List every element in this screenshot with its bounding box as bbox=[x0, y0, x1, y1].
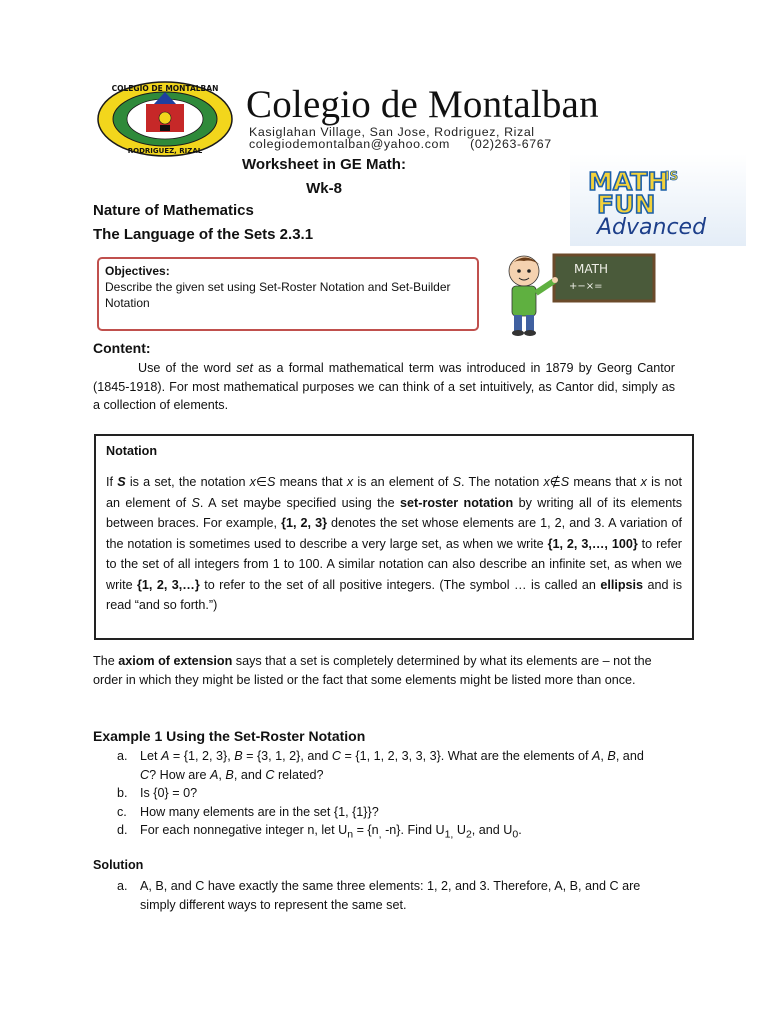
intro-paragraph: Use of the word set as a formal mathematical term was introduced in 1879 by Georg Cantor (1845-1918). For most mathematical purposes we can think of a set intuitively, as Cantor did, simply as a collection of elements. bbox=[93, 361, 675, 412]
objectives-title: Objectives: bbox=[105, 264, 170, 278]
objectives-text: Describe the given set using Set-Roster Notation and Set-Builder Notation bbox=[105, 280, 451, 310]
svg-text:MATH: MATH bbox=[574, 262, 608, 276]
svg-text:IS: IS bbox=[665, 169, 679, 183]
list-item: c. How many elements are in the set {1, {1}}? bbox=[117, 804, 379, 819]
solution-list bbox=[93, 877, 678, 914]
list-item: b. Is {0} = 0? bbox=[117, 786, 198, 800]
solution-heading: Solution bbox=[93, 858, 144, 872]
svg-text:+−×=: +−×= bbox=[569, 281, 603, 292]
svg-text:COLEGIO DE MONTALBAN: COLEGIO DE MONTALBAN bbox=[111, 84, 219, 93]
worksheet-week: Wk-8 bbox=[306, 180, 342, 197]
school-contact: colegiodemontalban@yahoo.com (02)263-6767 bbox=[249, 137, 552, 151]
school-name: Colegio de Montalban bbox=[246, 83, 599, 126]
list-item: a. Let A = {1, 2, 3}, B = {3, 1, 2}, and C = {1, 1, 2, 3, 3, 3}. What are the elements of A, B, and C? How are A, B, and C related? bbox=[117, 749, 644, 782]
svg-text:Advanced: Advanced bbox=[597, 215, 707, 240]
lesson-heading: The Language of the Sets 2.3.1 bbox=[93, 226, 314, 243]
example-list bbox=[93, 747, 678, 844]
objectives-box bbox=[97, 257, 479, 331]
content-heading: Content: bbox=[93, 340, 151, 356]
topic-heading: Nature of Mathematics bbox=[93, 202, 254, 219]
math-is-fun-badge bbox=[570, 154, 746, 246]
boy-chalkboard-illustration bbox=[484, 251, 662, 337]
example-heading: Example 1 Using the Set-Roster Notation bbox=[93, 728, 366, 744]
axiom-paragraph: The axiom of extension says that a set is completely determined by what its elements are – not the order in which they might be listed or the fact that some elements might be listed more than once. bbox=[93, 654, 652, 687]
notation-box bbox=[94, 434, 694, 640]
worksheet-title: Worksheet in GE Math: bbox=[242, 156, 406, 173]
list-item: d. For each nonnegative integer n, let $U_n = \{n_,$ -n}. Find $U_{1,}$ $U_2$, and $U_0$. bbox=[117, 823, 522, 841]
school-address: Kasiglahan Village, San Jose, Rodriguez, Rizal bbox=[249, 125, 535, 139]
svg-text:RODRIGUEZ, RIZAL: RODRIGUEZ, RIZAL bbox=[127, 147, 203, 155]
list-item: a. A, B, and C have exactly the same three elements: 1, 2, and 3. Therefore, A, B, and C are simply different ways to represent the same set. bbox=[117, 879, 641, 912]
svg-text:MATH: MATH bbox=[588, 167, 669, 196]
notation-heading: Notation bbox=[106, 444, 158, 458]
notation-text: If S is a set, the notation x∈S means that x is an element of S. The notation x∉S means that x is not an element of S. A set maybe specified using the set-roster notation by writing all of its elements between braces. For example, {1, 2, 3} denotes the set whose elements are 1, 2, and 3. A variation of the notation is sometimes used to describe a very large set, as when we write {1, 2, 3,…, 100} to refer to the set of all integers from 1 to 100. A similar notation can also describe an infinite set, as when we write {1, 2, 3,…} to refer to the set of all positive integers. (The symbol … is called an ellipsis and is read “and so forth.”) bbox=[106, 475, 683, 612]
school-seal-logo bbox=[96, 80, 234, 158]
svg-text:FUN: FUN bbox=[597, 190, 656, 219]
